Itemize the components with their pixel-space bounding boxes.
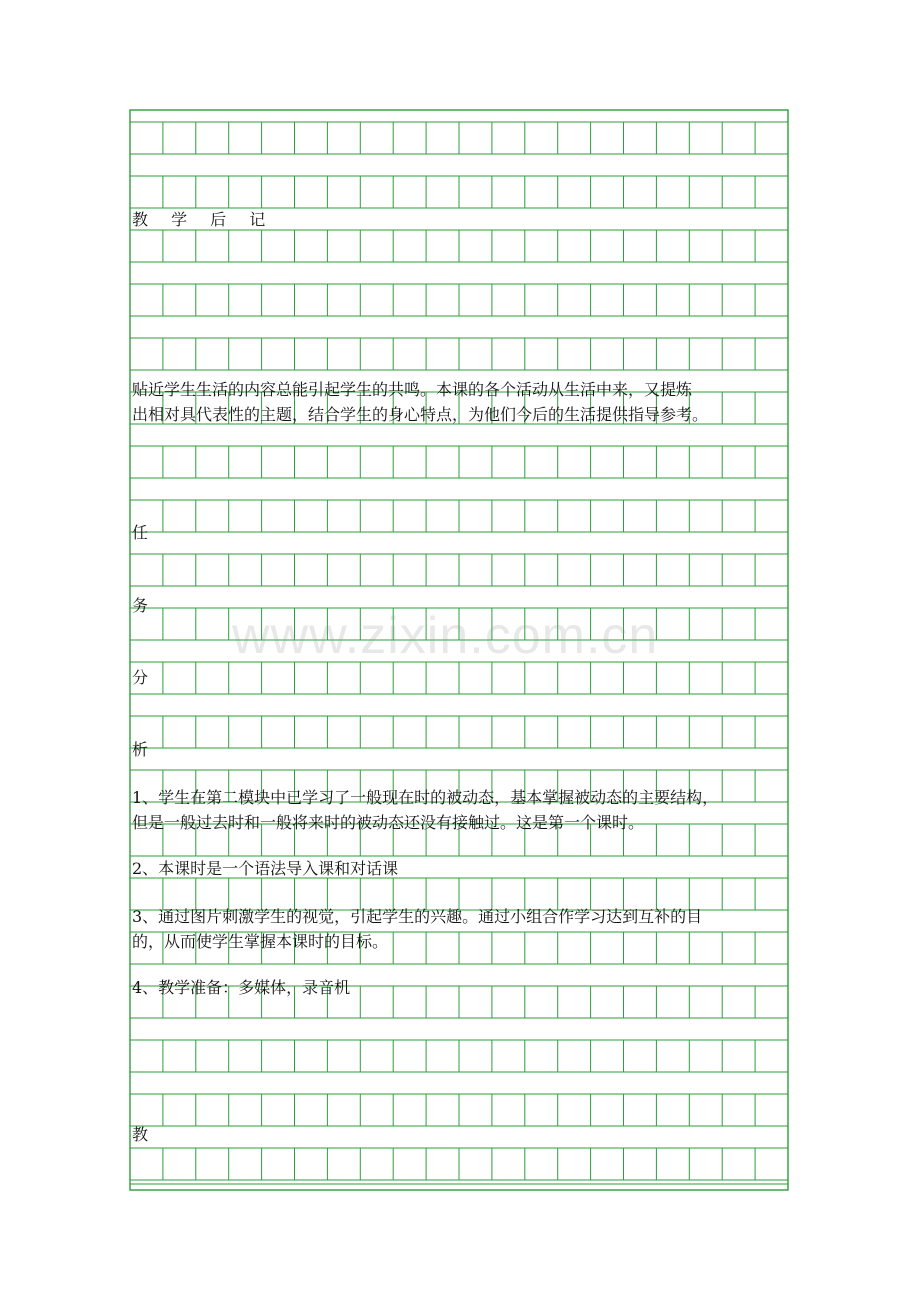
heading-teaching-notes: 教 学 后 记 xyxy=(132,210,275,229)
task-analysis-char-1: 任 xyxy=(132,523,149,542)
reflection-line-1: 贴近学生生活的内容总能引起学生的共鸣。本课的各个活动从生活中来，又提炼 xyxy=(132,380,693,399)
reflection-line-2: 出相对具代表性的主题，结合学生的身心特点，为他们今后的生活提供指导参考。 xyxy=(132,405,709,424)
watermark: www.zixin.com.cn xyxy=(232,607,659,665)
item-2: 2、本课时是一个语法导入课和对话课 xyxy=(132,859,399,878)
task-analysis-char-3: 分 xyxy=(132,668,149,687)
item-3-line-2: 的，从而使学生掌握本课时的目标。 xyxy=(132,932,389,951)
item-1-line-1: 1、学生在第二模块中已学习了一般现在时的被动态，基本掌握被动态的主要结构， xyxy=(132,788,719,807)
item-4: 4、教学准备：多媒体，录音机 xyxy=(132,978,351,997)
item-1-line-2: 但是一般过去时和一般将来时的被动态还没有接触过。这是第一个课时。 xyxy=(132,813,645,832)
teaching-char: 教 xyxy=(132,1125,149,1144)
item-3-line-1: 3、通过图片刺激学生的视觉，引起学生的兴趣。通过小组合作学习达到互补的目 xyxy=(132,907,703,926)
task-analysis-char-4: 析 xyxy=(132,740,149,759)
task-analysis-char-2: 务 xyxy=(132,596,149,615)
